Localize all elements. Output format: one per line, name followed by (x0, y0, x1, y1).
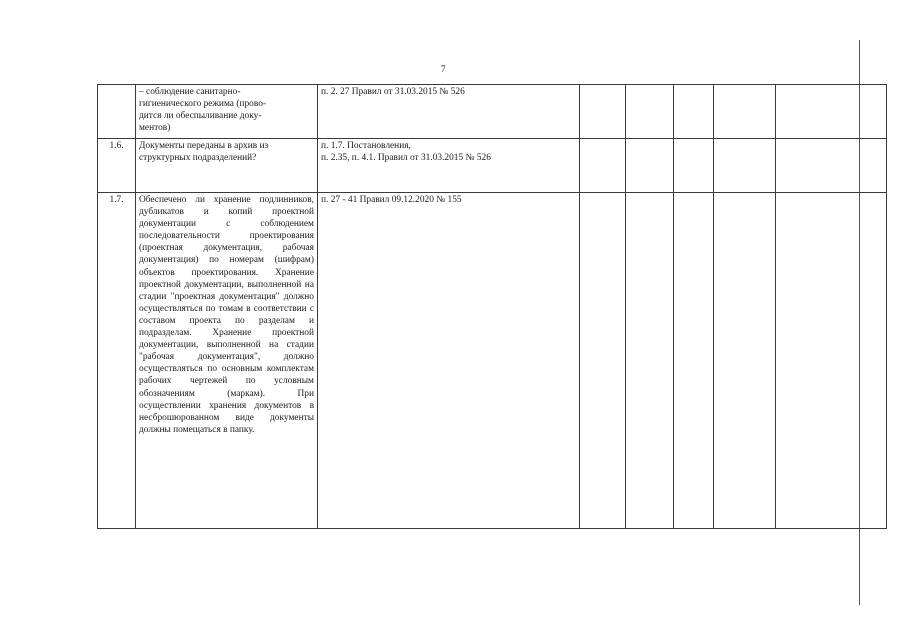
question-cell (136, 85, 318, 139)
row-number: 1.6. (98, 139, 136, 193)
row-number: 1.7. (98, 193, 136, 529)
empty-cell (626, 85, 674, 139)
empty-cell (674, 193, 714, 529)
empty-cell (674, 85, 714, 139)
reference-line: п. 1.7. Постановления, (321, 141, 411, 151)
row-number (98, 85, 136, 139)
empty-cell (714, 193, 776, 529)
empty-cell (626, 193, 674, 529)
question-cell: Обеспечено ли хранение подлинников, дубликатов и копий проектной документации с соблюдением последовательности проектирования (проектная документация, рабочая документация) по номерам (шифрам) объектов проектирования. Хранение проектной документации, выполненной на стадии "проектная документация" должно осуществляться по томам в соответствии с составом проекта по разделам и подразделам. Хранение проектной документации, выполненной на стадии "рабочая документация", должно осуществляться по основным комплектам рабочих чертежей по условным обозначениям (маркам). При осуществлении хранения документов в несброшюрованном виде документы должны помещаться в папку. (136, 193, 318, 529)
table-row (98, 139, 887, 193)
empty-cell (580, 139, 626, 193)
inspection-checklist-table (97, 84, 887, 529)
reference-line: п. 2. 27 Правил от 31.03.2015 № 526 (321, 87, 465, 97)
reference-cell (318, 139, 580, 193)
empty-cell (776, 139, 887, 193)
reference-cell (318, 193, 580, 529)
empty-cell (714, 139, 776, 193)
empty-cell (714, 85, 776, 139)
empty-cell (674, 139, 714, 193)
question-line: – соблюдение санитарно- (139, 87, 241, 97)
table-row (98, 85, 887, 139)
table-row (98, 193, 887, 529)
reference-line: п. 2.35, п. 4.1. Правил от 31.03.2015 № 526 (321, 153, 491, 164)
empty-cell (580, 193, 626, 529)
reference-line: п. 27 - 41 Правил 09.12.2020 № 155 (321, 195, 462, 205)
question-line: структурных подразделений? (139, 153, 257, 164)
question-line: гигиенического режима (прово- (139, 99, 267, 110)
empty-cell (776, 193, 887, 529)
empty-cell (776, 85, 887, 139)
empty-cell (626, 139, 674, 193)
question-line: Документы переданы в архив из (139, 141, 269, 151)
question-cell (136, 139, 318, 193)
empty-cell (580, 85, 626, 139)
page-number: 7 (441, 64, 446, 74)
reference-cell (318, 85, 580, 139)
question-line: дится ли обеспыливание доку- (139, 111, 262, 122)
question-line: ментов) (139, 123, 171, 134)
